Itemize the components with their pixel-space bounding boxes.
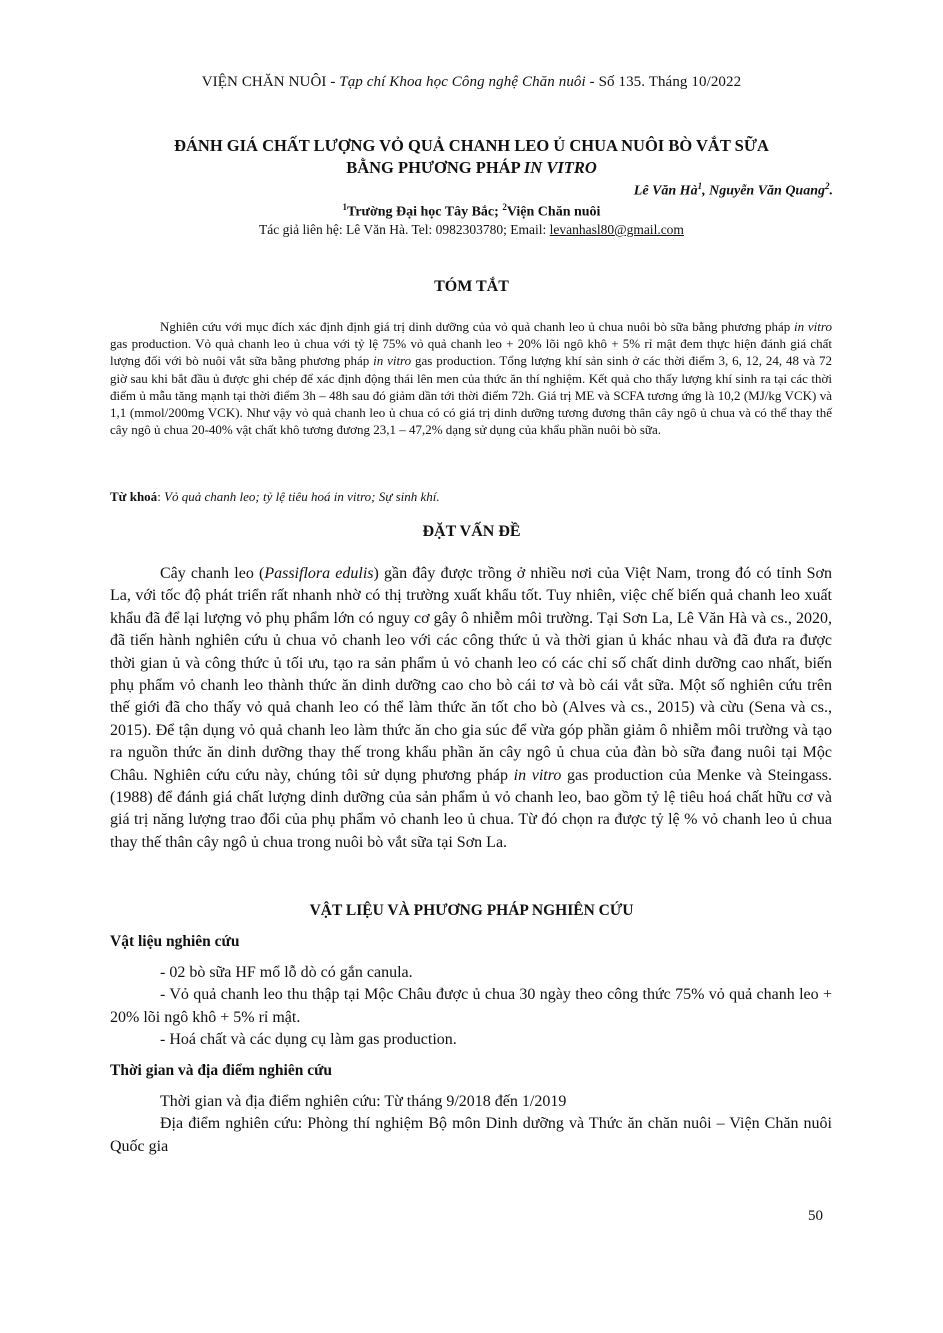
author-2-sup: 2 [825, 181, 830, 191]
material-item: - Hoá chất và các dụng cụ làm gas production. [160, 1031, 457, 1049]
abstract-italic-1: in vitro [794, 319, 832, 334]
author-1: Lê Văn Hà [633, 183, 698, 199]
intro-heading: ĐẶT VẤN ĐỀ [422, 523, 521, 540]
intro-text-1: Cây chanh leo ( [160, 565, 265, 582]
time-place-subheading: Thời gian và địa điểm nghiên cứu [110, 1062, 333, 1079]
place-item: Địa điểm nghiên cứu: Phòng thí nghiệm Bộ môn Dinh dưỡng và Thức ăn chăn nuôi – Viện Chăn nuôi Quốc gia [110, 1115, 832, 1155]
issue-info: - Số 135. Tháng 10/2022 [585, 74, 742, 90]
abstract-text-3: gas production. Tổng lượng khí sản sinh ở các thời điểm 3, 6, 12, 24, 48 và 72 giờ sau khi bắt đầu ủ được ghi chép để xác định động thái lên men của thức ăn thí nghiệm. Kết quả cho thấy lượng khí sinh ra tại các thời điểm ủ mẫu tăng mạnh tại thời điểm 3h – 48h sau đó giảm dần tới thời điểm 72h. Giá trị ME và SCFA tương ứng là 10,2 (MJ/kg VCK) và 1,1 (mmol/200mg VCK). Như vậy vỏ quả chanh leo ủ chua có có giá trị dinh dưỡng tương đương thân cây ngô ủ chua và có thể thay thế cây ngô ủ chua 20-40% vật chất khô tương đương 23,1 – 47,2% dạng sử dụng của khẩu phần nuôi bò sữa. [110, 353, 832, 438]
abstract-italic-2: in vitro [373, 353, 412, 369]
abstract-text-1: Nghiên cứu với mục đích xác định định giá trị dinh dưỡng của vỏ quả chanh leo ủ chua nuôi bò sữa bằng phương pháp [160, 319, 795, 334]
title-line-1: ĐÁNH GIÁ CHẤT LƯỢNG VỎ QUẢ CHANH LEO Ủ CHUA NUÔI BÒ VẮT SỮA [174, 136, 769, 155]
material-item: - Vỏ quả chanh leo thu thập tại Mộc Châu được ủ chua 30 ngày theo công thức 75% vỏ quả chanh leo + 20% lõi ngô khô + 5% rỉ mật. [110, 986, 832, 1026]
keywords [110, 489, 832, 505]
author-2: Nguyễn Văn Quang [709, 183, 825, 199]
author-1-sup: 1 [697, 181, 703, 191]
title-line-2 [100, 157, 843, 179]
abstract-text-2: gas production. Vỏ quả chanh leo ủ chua với tỷ lệ 75% vỏ quả chanh leo + 20% lõi ngô khô + 5% rỉ mật đem thực hiện đánh giá chất lượng đối với bò nuôi vắt sữa bằng phương pháp [110, 336, 832, 369]
affil-2-sup: 2 [502, 202, 507, 212]
contact-line [0, 222, 943, 238]
paper-title [100, 135, 843, 179]
affil-2: Viện Chăn nuôi [506, 204, 601, 220]
affiliations [0, 202, 943, 221]
contact-text: Tác giả liên hệ: Lê Văn Hà. Tel: 0982303780; Email: [259, 222, 550, 237]
journal-name: Tạp chí Khoa học Công nghệ Chăn nuôi [339, 74, 586, 90]
title-line-2-text: BẰNG PHƯƠNG PHÁP [346, 158, 524, 177]
time-place-body [110, 1091, 832, 1158]
title-italic: IN VITRO [523, 158, 597, 177]
page-number: 50 [808, 1208, 823, 1224]
author-end: . [829, 183, 833, 199]
intro-text-3: gas production của Menke và Steingass.(1988) để đánh giá chất lượng dinh dưỡng của sản phẩm ủ vỏ chanh leo, bao gồm tỷ lệ tiêu hoá chất hữu cơ và giá trị năng lượng trao đổi của phụ phẩm vỏ chanh leo ủ chua. Từ đó chọn ra được tỷ lệ % vỏ chanh leo ủ chua thay thế thân cây ngô ủ chua trong nuôi bò vắt sữa tại Sơn La. [110, 766, 833, 851]
intro-paragraph [110, 563, 832, 854]
abstract-body [110, 318, 832, 438]
intro-italic: in vitro [513, 766, 562, 784]
materials-list [110, 962, 832, 1052]
keywords-value: Vỏ quả chanh leo; tỷ lệ tiêu hoá in vitro; Sự sinh khí. [164, 489, 440, 504]
methods-heading: VẬT LIỆU VÀ PHƯƠNG PHÁP NGHIÊN CỨU [309, 902, 634, 919]
keywords-colon: : [157, 489, 165, 504]
materials-subheading: Vật liệu nghiên cứu [110, 933, 240, 950]
material-item: - 02 bò sữa HF mổ lỗ dò có gắn canula. [160, 964, 413, 981]
author-separator: , [702, 183, 710, 199]
affil-1-sup: 1 [342, 202, 348, 212]
species-name: Passiflora edulis [264, 565, 374, 582]
email-link[interactable]: levanhasl80@gmail.com [549, 222, 684, 237]
authors [634, 181, 833, 200]
abstract-heading: TÓM TẮT [434, 278, 509, 295]
time-item: Thời gian và địa điểm nghiên cứu: Từ tháng 9/2018 đến 1/2019 [160, 1093, 567, 1110]
institute-name: VIỆN CHĂN NUÔI - [201, 74, 340, 90]
intro-text-2: ) gần đây được trồng ở nhiều nơi của Việt Nam, trong đó có tỉnh Sơn La, với tốc độ phát triển rất nhanh nhờ có thị trường xuất khẩu tốt. Tuy nhiên, việc chế biến quả chanh leo xuất khẩu đã để lại lượng vỏ phụ phẩm lớn có nguy cơ gây ô nhiễm môi trường. Tại Sơn La, Lê Văn Hà và cs., 2020, đã tiến hành nghiên cứu ủ chua vỏ chanh leo với các công thức ủ và thời gian ủ khác nhau và đã đưa ra được thời gian ủ và công thức ủ tối ưu, tạo ra sản phẩm ủ vỏ chanh leo có các chỉ số chất dinh dưỡng cao nhất, biến phụ phẩm vỏ chanh leo thành thức ăn dinh dưỡng cao cho bò cái tơ và bò cái vắt sữa. Một số nghiên cứu trên thế giới đã cho thấy vỏ quả chanh leo có thể làm thức ăn tốt cho bò (Alves và cs., 2015) và cừu (Sena và cs., 2015). Để tận dụng vỏ quả chanh leo làm thức ăn cho gia súc để vừa góp phần giảm ô nhiễm môi trường và tạo ra nguồn thức ăn dinh dưỡng thay thế trong khẩu phần ăn cây ngô ủ chua của đàn bò sữa đang nuôi tại Mộc Châu. Nghiên cứu cứu này, chúng tôi sử dụng phương pháp [110, 565, 832, 784]
running-head [0, 74, 943, 91]
keywords-label: Từ khoá [110, 489, 158, 504]
affil-1: Trường Đại học Tây Bắc; [347, 204, 503, 220]
